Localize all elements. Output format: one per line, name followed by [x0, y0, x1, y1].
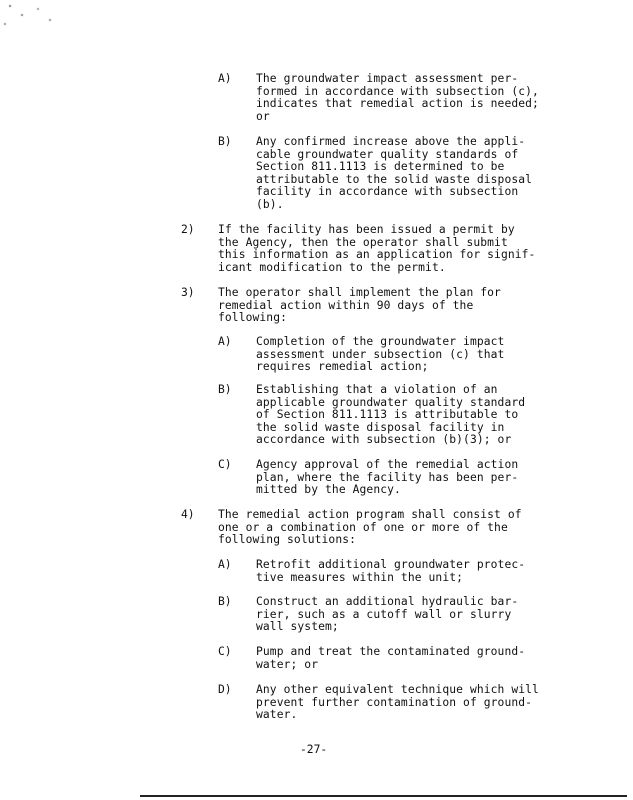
- item-text: Agency approval of the remedial action plan, where the facility has been per- mitted by the Agency.: [256, 458, 519, 496]
- item-label: A): [218, 335, 232, 348]
- item-text: Any other equivalent technique which will prevent further contamination of ground- water.: [256, 683, 539, 721]
- item-label: 4): [181, 508, 195, 521]
- item-label: C): [218, 458, 232, 471]
- scan-noise: [0, 0, 70, 40]
- item-label: A): [218, 72, 232, 85]
- item-text: Completion of the groundwater impact assessment under subsection (c) that requires remedial action;: [256, 335, 505, 373]
- item-text: The operator shall implement the plan for remedial action within 90 days of the following:: [218, 286, 501, 324]
- item-text: If the facility has been issued a permit by the Agency, then the operator shall submit this information as an application for signif- icant modification to the permit.: [218, 223, 536, 274]
- item-label: 3): [181, 286, 195, 299]
- item-label: A): [218, 558, 232, 571]
- item-label: C): [218, 645, 232, 658]
- item-text: Establishing that a violation of an applicable groundwater quality standard of Section 811.1113 is attributable to the solid waste disposal facility in accordance with subsection (b)(3); or: [256, 383, 526, 446]
- item-text: Pump and treat the contaminated ground- water; or: [256, 645, 526, 671]
- item-text: Retrofit additional groundwater protec- tive measures within the unit;: [256, 558, 526, 584]
- item-text: Construct an additional hydraulic bar- rier, such as a cutoff wall or slurry wall system;: [256, 595, 519, 633]
- item-label: B): [218, 383, 232, 396]
- item-text: Any confirmed increase above the appli- cable groundwater quality standards of Section 811.1113 is determined to be attributable to the solid waste disposal facility in accordance with subsection (b).: [256, 135, 533, 211]
- page-number: -27-: [300, 743, 328, 756]
- item-label: 2): [181, 223, 195, 236]
- item-text: The groundwater impact assessment per- formed in accordance with subsection (c), indicates that remedial action is needed; or: [256, 72, 539, 123]
- item-label: D): [218, 683, 232, 696]
- item-label: B): [218, 595, 232, 608]
- bottom-rule: [140, 795, 627, 797]
- item-label: B): [218, 135, 232, 148]
- item-text: The remedial action program shall consist of one or a combination of one or more of the following solutions:: [218, 508, 522, 546]
